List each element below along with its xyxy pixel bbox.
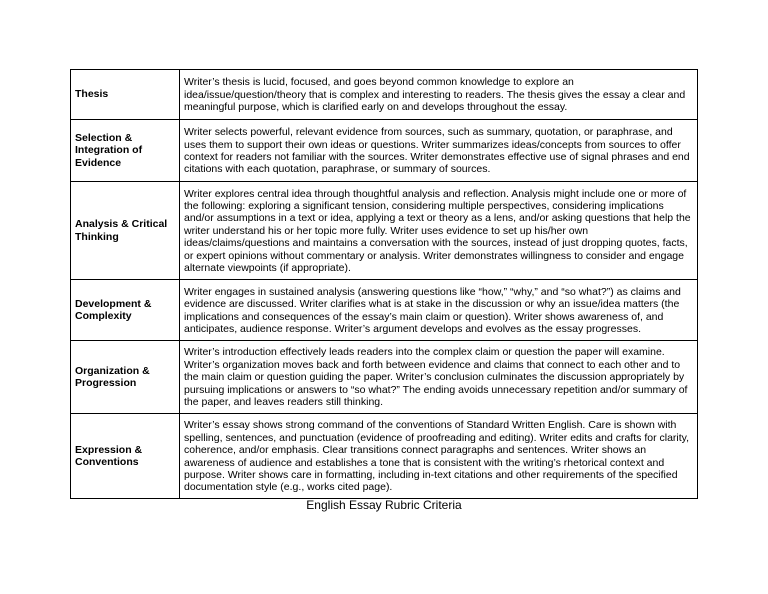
rubric-row-development <box>71 280 698 341</box>
rubric-row-analysis <box>71 182 698 280</box>
criterion-label: Thesis <box>71 70 180 120</box>
criterion-description: Writer selects powerful, relevant evidence from sources, such as summary, quotation, or paraphrase, and uses them to support their own ideas or questions. Writer summarizes ideas/concepts from sources to offer context for readers not familiar with the sources. Writer demonstrates effective use of signal phrases and end citations with each quotation, paraphrase, or summary of sources. <box>180 120 698 182</box>
criterion-label: Development & Complexity <box>71 280 180 341</box>
criterion-label: Analysis & Critical Thinking <box>71 182 180 280</box>
criterion-description: Writer explores central idea through thoughtful analysis and reflection. Analysis might include one or more of the following: exploring a significant tension, considering multiple perspectives, considering implications and/or assumptions in a text or idea, applying a text or theory as a lens, and/or asking questions that help the writer understand his or her topic more fully. Writer uses evidence to set up his/her own ideas/claims/questions and maintains a conversation with the sources, instead of just dropping quotes, facts, or expert opinions without commentary or analysis. Writer demonstrates willingness to consider and engage alternate viewpoints (if appropriate). <box>180 182 698 280</box>
criterion-label: Selection & Integration of Evidence <box>71 120 180 182</box>
criterion-label: Organization & Progression <box>71 341 180 414</box>
rubric-row-thesis <box>71 70 698 120</box>
criterion-description: Writer engages in sustained analysis (answering questions like “how,” “why,” and “so what?”) as claims and evidence are discussed. Writer clarifies what is at stake in the discussion or why an issue/idea matters (the implications and consequences of the essay’s main claim or question). Writer shows awareness of, and anticipates, audience response. Writer’s argument develops and evolves as the essay progresses. <box>180 280 698 341</box>
rubric-row-expression <box>71 414 698 499</box>
rubric-row-organization <box>71 341 698 414</box>
table-caption: English Essay Rubric Criteria <box>306 498 462 512</box>
criterion-description: Writer’s essay shows strong command of the conventions of Standard Written English. Care is shown with spelling, sentences, and punctuation (evidence of proofreading and editing). Writer edits and crafts for clarity, coherence, and/or emphasis. Clear transitions connect paragraphs and sentences. Writer shows an awareness of audience and establishes a tone that is consistent with the writing’s rhetorical context and purpose. Writer shows care in formatting, including in-text citations and other requirements of the specified documentation style (e.g., works cited page). <box>180 414 698 499</box>
criterion-description: Writer’s thesis is lucid, focused, and goes beyond common knowledge to explore an idea/issue/question/theory that is complex and interesting to readers. The thesis gives the essay a clear and meaningful purpose, which is clarified early on and develops throughout the essay. <box>180 70 698 120</box>
criterion-label: Expression & Conventions <box>71 414 180 499</box>
rubric-table <box>70 69 698 499</box>
criterion-description: Writer’s introduction effectively leads readers into the complex claim or question the paper will examine. Writer’s organization moves back and forth between evidence and claims that connect to each other and to the main claim or question guiding the paper. Writer’s conclusion culminates the discussion appropriately by pursuing implications or answers to “so what?” The ending avoids unnecessary repetition and/or summary of the paper, and leaves readers still thinking. <box>180 341 698 414</box>
rubric-row-selection-integration <box>71 120 698 182</box>
